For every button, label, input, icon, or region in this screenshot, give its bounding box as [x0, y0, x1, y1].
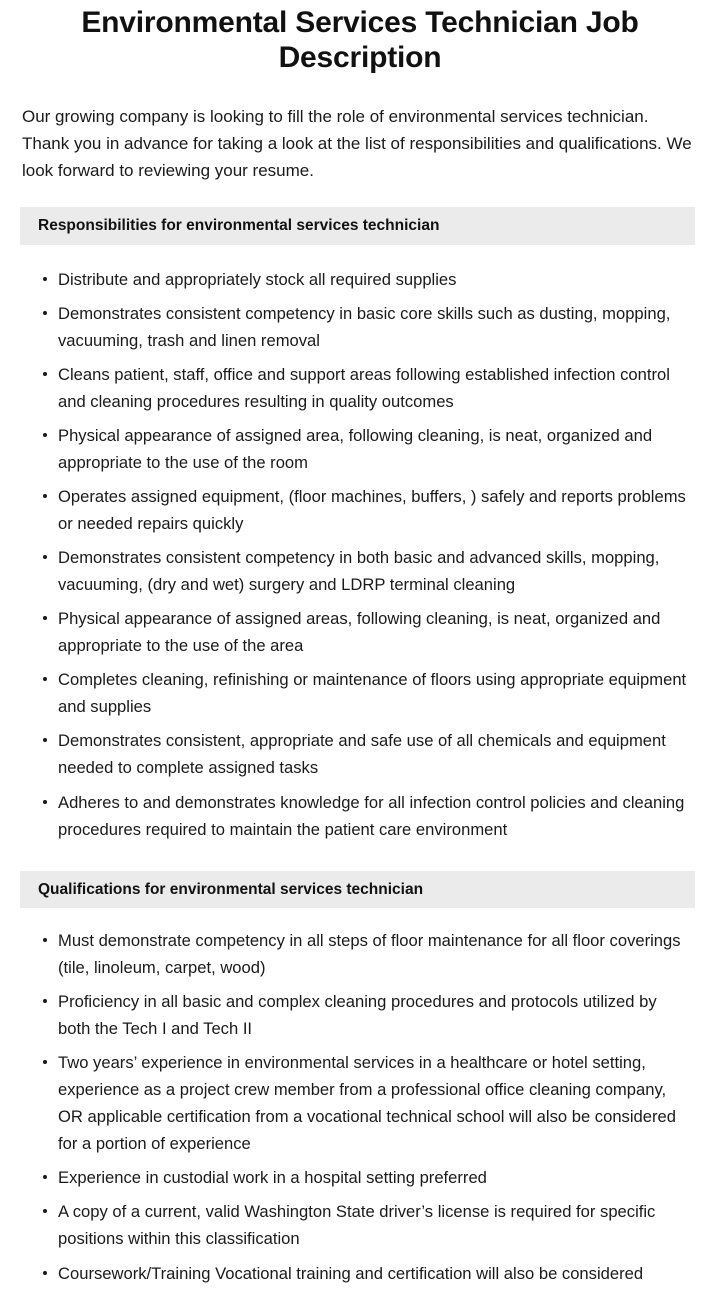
page-title: Environmental Services Technician Job Description [81, 6, 639, 75]
list-item: Distribute and appropriately stock all required supplies [0, 266, 720, 293]
list-item: A copy of a current, valid Washington State driver’s license is required for specific positions within this classification [0, 1198, 720, 1252]
list-item: Cleans patient, staff, office and support areas following established infection control and cleaning procedures resulting in quality outcomes [0, 361, 720, 415]
section-header-qualifications: Qualifications for environmental services technician [20, 871, 695, 908]
qualifications-list [0, 908, 720, 1287]
responsibilities-list [0, 245, 720, 843]
section-responsibilities [0, 207, 720, 842]
list-item: Demonstrates consistent, appropriate and safe use of all chemicals and equipment needed to complete assigned tasks [0, 727, 720, 781]
list-item: Two years’ experience in environmental services in a healthcare or hotel setting, experience as a project crew member from a professional office cleaning company, OR applicable certification from a vocational technical school will also be considered for a portion of experience [0, 1049, 720, 1157]
list-item: Operates assigned equipment, (floor machines, buffers, ) safely and reports problems or needed repairs quickly [0, 483, 720, 537]
section-qualifications [0, 871, 720, 1287]
list-item: Coursework/Training Vocational training and certification will also be considered [0, 1260, 720, 1287]
list-item: Demonstrates consistent competency in both basic and advanced skills, mopping, vacuuming, (dry and wet) surgery and LDRP terminal cleaning [0, 544, 720, 598]
list-item: Adheres to and demonstrates knowledge for all infection control policies and cleaning procedures required to maintain the patient care environment [0, 789, 720, 843]
section-header-responsibilities: Responsibilities for environmental services technician [20, 207, 695, 244]
list-item: Must demonstrate competency in all steps of floor maintenance for all floor coverings (tile, linoleum, carpet, wood) [0, 927, 720, 981]
list-item: Proficiency in all basic and complex cleaning procedures and protocols utilized by both the Tech I and Tech II [0, 988, 720, 1042]
list-item: Demonstrates consistent competency in basic core skills such as dusting, mopping, vacuuming, trash and linen removal [0, 300, 720, 354]
list-item: Physical appearance of assigned areas, following cleaning, is neat, organized and appropriate to the use of the area [0, 605, 720, 659]
list-item: Experience in custodial work in a hospital setting preferred [0, 1164, 720, 1191]
intro-paragraph: Our growing company is looking to fill the role of environmental services technician. Thank you in advance for taking a look at the list of responsibilities and qualifications. We look forward to reviewing your resume. [22, 106, 692, 180]
list-item: Physical appearance of assigned area, following cleaning, is neat, organized and appropriate to the use of the room [0, 422, 720, 476]
list-item: Completes cleaning, refinishing or maintenance of floors using appropriate equipment and supplies [0, 666, 720, 720]
